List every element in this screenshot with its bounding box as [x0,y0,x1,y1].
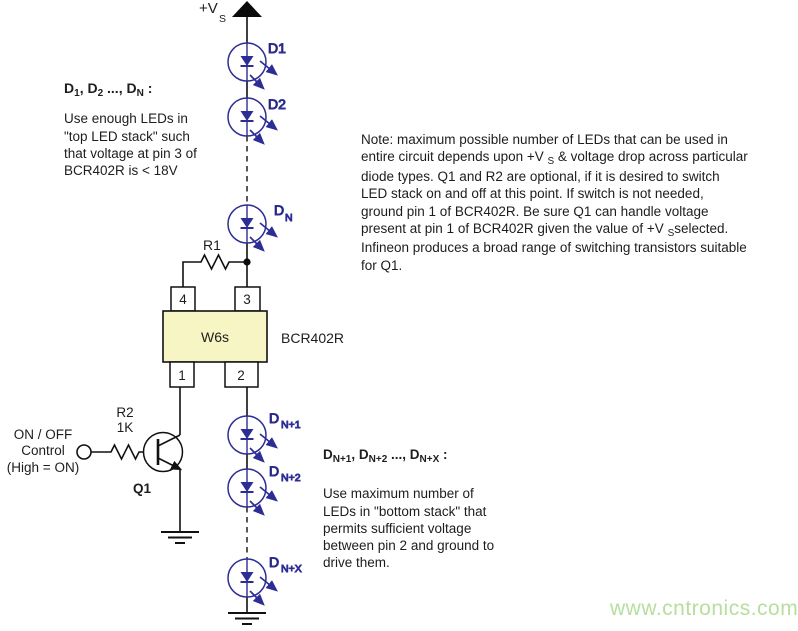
resistor-r1-label: R1 [203,237,221,253]
led-dn2 [228,463,301,514]
circuit-note-line: diode types. Q1 and R2 are optional, if it is desired to switch [361,168,720,184]
led-dnx-label-sub: N+X [281,563,302,575]
vs-supply-symbol [199,0,262,43]
transistor-q1-label: Q1 [132,481,152,496]
circuit-note-line: entire circuit depends upon +V $_S$ & voltage drop across particular [361,149,748,168]
ground-q1 [161,532,199,543]
circuit-note-line: Infineon produces a broad range of switching transistors suitable [361,240,747,256]
bottom-stack-note-line: Use maximum number of [323,486,474,502]
led-dn-label-sub: N [285,212,293,224]
control-label-line: (High = ON) [6,459,80,475]
ic-bcr402r [163,287,344,387]
circuit-note-line: for Q1. [361,257,403,273]
led-dn-label: D [274,202,285,218]
led-d1-label: D1 [268,40,286,56]
top-stack-note-line: "top LED stack" such [64,128,190,144]
circuit-note [361,131,797,274]
control-label-line: ON / OFF [13,427,73,442]
circuit-note-line: LED stack on and off at this point. If switch is not needed, [361,186,704,202]
control-label-line: Control [21,443,65,459]
supply-label-sub: S [219,13,227,25]
ic-part-label: BCR402R [281,330,345,346]
resistor-r2-value: 1K [116,420,134,435]
circuit-note-line: ground pin 1 of BCR402R. Be sure Q1 can handle voltage [361,203,709,219]
bottom-stack-note [323,446,533,572]
resistor-r1 [183,237,251,287]
transistor-q1-circle [144,433,183,472]
ic-pin4-number: 4 [179,292,187,307]
led-dn2-label: D [269,463,280,479]
led-dn [228,202,293,250]
ic-pin2-number: 2 [237,368,245,383]
bottom-stack-note-line: permits sufficient voltage [323,520,472,536]
led-dn1-label-sub: N+1 [281,419,301,431]
watermark: www.cntronics.com [610,597,798,620]
junction-dot [243,258,250,265]
led-dn1-label: D [269,410,280,426]
led-dn2-label-sub: N+2 [281,472,301,484]
ic-pin3-number: 3 [243,292,251,307]
led-dn1 [228,410,301,461]
top-stack-note [64,80,279,179]
top-stack-note-line: Use enough LEDs in [64,111,188,127]
ground-main [228,613,266,624]
bottom-stack-note-heading: $D_{N+1}$, $D_{N+2}$ ..., $D_{N+X}$ : [323,447,448,465]
ic-pin1-number: 1 [178,368,186,383]
circuit-note-line: present at pin 1 of BCR402R given the value of +V $_S$selected. [361,221,729,240]
bottom-stack-note-line: between pin 2 and ground to [323,538,495,554]
circuit-note-line: Note: maximum possible number of LEDs that can be used in [361,132,728,147]
bottom-stack-note-line: LEDs in "bottom stack" that [323,503,487,519]
led-dnx-label: D [269,554,280,570]
top-stack-note-line: that voltage at pin 3 of [64,145,197,161]
ic-marking-label: W6s [201,329,229,345]
top-stack-note-heading: $D_1$, $D_2$ ..., $D_N$ : [64,80,153,99]
supply-label: +V [199,0,218,17]
led-d2-label: D2 [268,96,286,112]
switch-section [77,387,199,543]
led-dnx [228,554,302,604]
control-label [1,427,85,476]
top-stack-note-line: BCR402R is < 18V [64,163,178,179]
bottom-stack-note-line: drive them. [323,555,390,571]
resistor-r2-label: R2 [116,405,134,420]
